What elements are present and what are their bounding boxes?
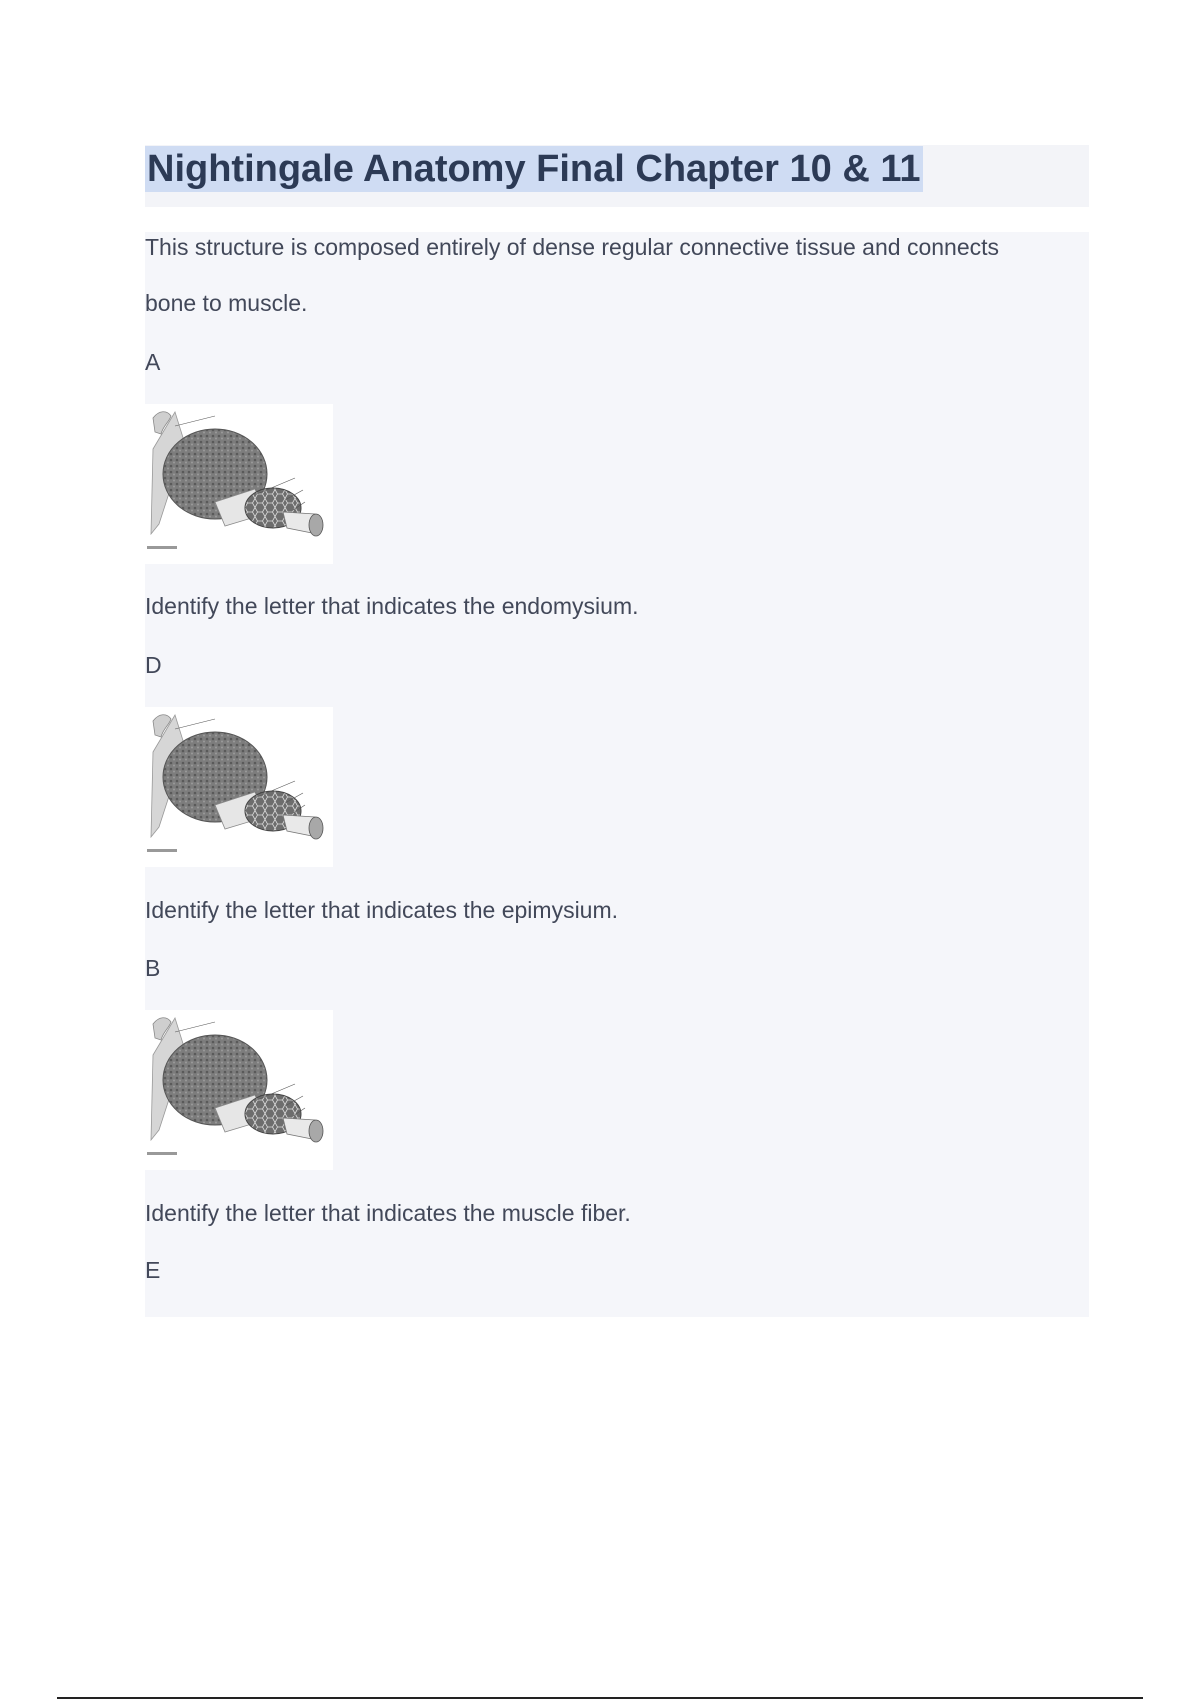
document-title: Nightingale Anatomy Final Chapter 10 & 11 [147,148,921,190]
answer-letter: D [145,652,162,678]
muscle-structure-figure [145,707,333,867]
muscle-diagram [145,1010,333,1170]
answer-letter: A [145,349,161,375]
question-text: This structure is composed entirely of dense regular connective tissue and connects [145,234,999,260]
muscle-structure-figure [145,404,333,564]
answer-letter: B [145,955,161,981]
question-text: Identify the letter that indicates the endomysium. [145,593,639,619]
muscle-structure-figure [145,1010,333,1170]
question-text: Identify the letter that indicates the muscle fiber. [145,1200,631,1226]
footer-divider [57,1697,1143,1699]
question-text: Identify the letter that indicates the epimysium. [145,897,619,923]
answer-letter: E [145,1257,161,1283]
muscle-diagram [145,404,333,564]
question-text-continued: bone to muscle. [145,290,308,316]
muscle-diagram [145,707,333,867]
